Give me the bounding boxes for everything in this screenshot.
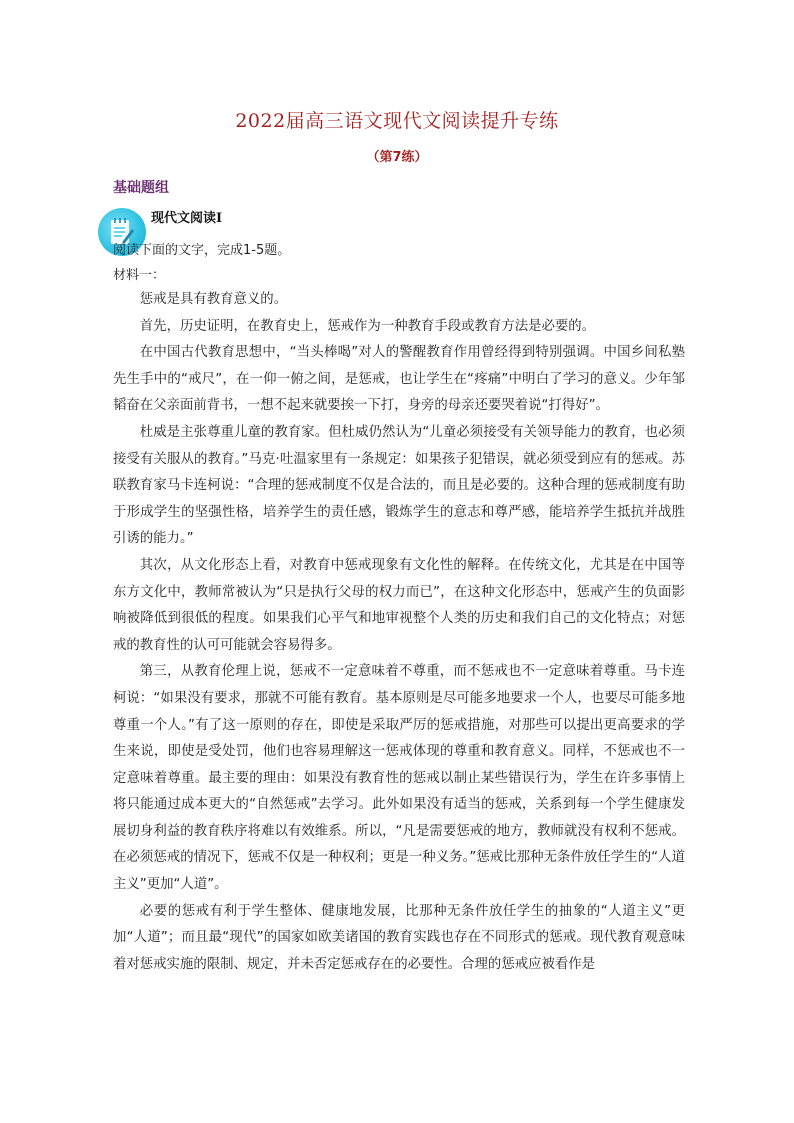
paragraph: 第三，从教育伦理上说，惩戒不一定意味着不尊重，而不惩戒也不一定意味着尊重。马卡连柯说：“如果没有要求，那就不可能有教育。基本原则是尽可能多地要求一个人，也要尽可能多地尊重一个人。”有了这一原则的存在，即使是采取严厉的惩戒措施，对那些可以提出更高要求的学生来说，即使是受处罚，他们也容易理解这一惩戒体现的尊重和教育意义。同样，不惩戒也不一定意味着尊重。最主要的理由：如果没有教育性的惩戒以制止某些错误行为，学生在许多事情上将只能通过成本更大的“自然惩戒”去学习。此外如果没有适当的惩戒，关系到每一个学生健康发展切身利益的教育秩序将难以有效维系。所以，“凡是需要惩戒的地方，教师就没有权利不惩戒。在必须惩戒的情况下，惩戒不仅是一种权利；更是一种义务。”惩戒比那种无条件放任学生的“人道主义”更加“人道”。 [113, 664, 685, 893]
reading-label: 现代文阅读Ⅰ [151, 211, 223, 226]
paragraph: 杜威是主张尊重儿童的教育家。但杜威仍然认为“儿童必须接受有关领导能力的教育，也必须接受有关服从的教育。”马克·吐温家里有一条规定：如果孩子犯错误，就必须受到应有的惩戒。苏联教育家马卡连柯说：“合理的惩戒制度不仅是合法的，而且是必要的。这种合理的惩戒制度有助于形成学生的坚强性格，培养学生的责任感，锻炼学生的意志和尊严感，能培养学生抵抗并战胜引诱的能力。” [113, 424, 685, 547]
article-body [113, 287, 685, 978]
paragraph: 必要的惩戒有利于学生整体、健康地发展，比那种无条件放任学生的抽象的“人道主义”更加“人道”；而且最“现代”的国家如欧美诸国的教育实践也存在不同形式的惩戒。现代教育观意味着对惩戒实施的限制、规定，并未否定惩戒存在的必要性。合理的惩戒应被看作是 [113, 903, 685, 972]
paragraph: 在中国古代教育思想中，“当头棒喝”对人的警醒教育作用曾经得到特别强调。中国乡间私塾先生手中的“戒尺”，在一仰一俯之间，是惩戒，也让学生在“疼痛”中明白了学习的意义。少年邹韬奋在父亲面前背书，一想不起来就要挨一下打，身旁的母亲还要哭着说“打得好”。 [113, 345, 685, 414]
material-label: 材料一： [113, 268, 166, 283]
paragraph: 其次，从文化形态上看，对教育中惩戒现象有文化性的解释。在传统文化，尤其是在中国等东方文化中，教师常被认为“只是执行父母的权力而已”，在这种文化形态中，惩戒产生的负面影响被降低到很低的程度。如果我们心平气和地审视整个人类的历史和我们自己的文化特点；对惩戒的教育性的认可可能就会容易得多。 [113, 557, 685, 653]
paragraph: 首先，历史证明，在教育史上，惩戒作为一种教育手段或教育方法是必要的。 [139, 318, 596, 334]
instruction-text: 阅读下面的文字，完成1-5题。 [113, 243, 291, 258]
section-heading: 基础题组 [113, 180, 169, 196]
paragraph: 惩戒是具有教育意义的。 [139, 292, 288, 307]
page-subtitle: （第7练） [366, 150, 428, 165]
page-title: 2022届高三语文现代文阅读提升专练 [235, 110, 559, 132]
